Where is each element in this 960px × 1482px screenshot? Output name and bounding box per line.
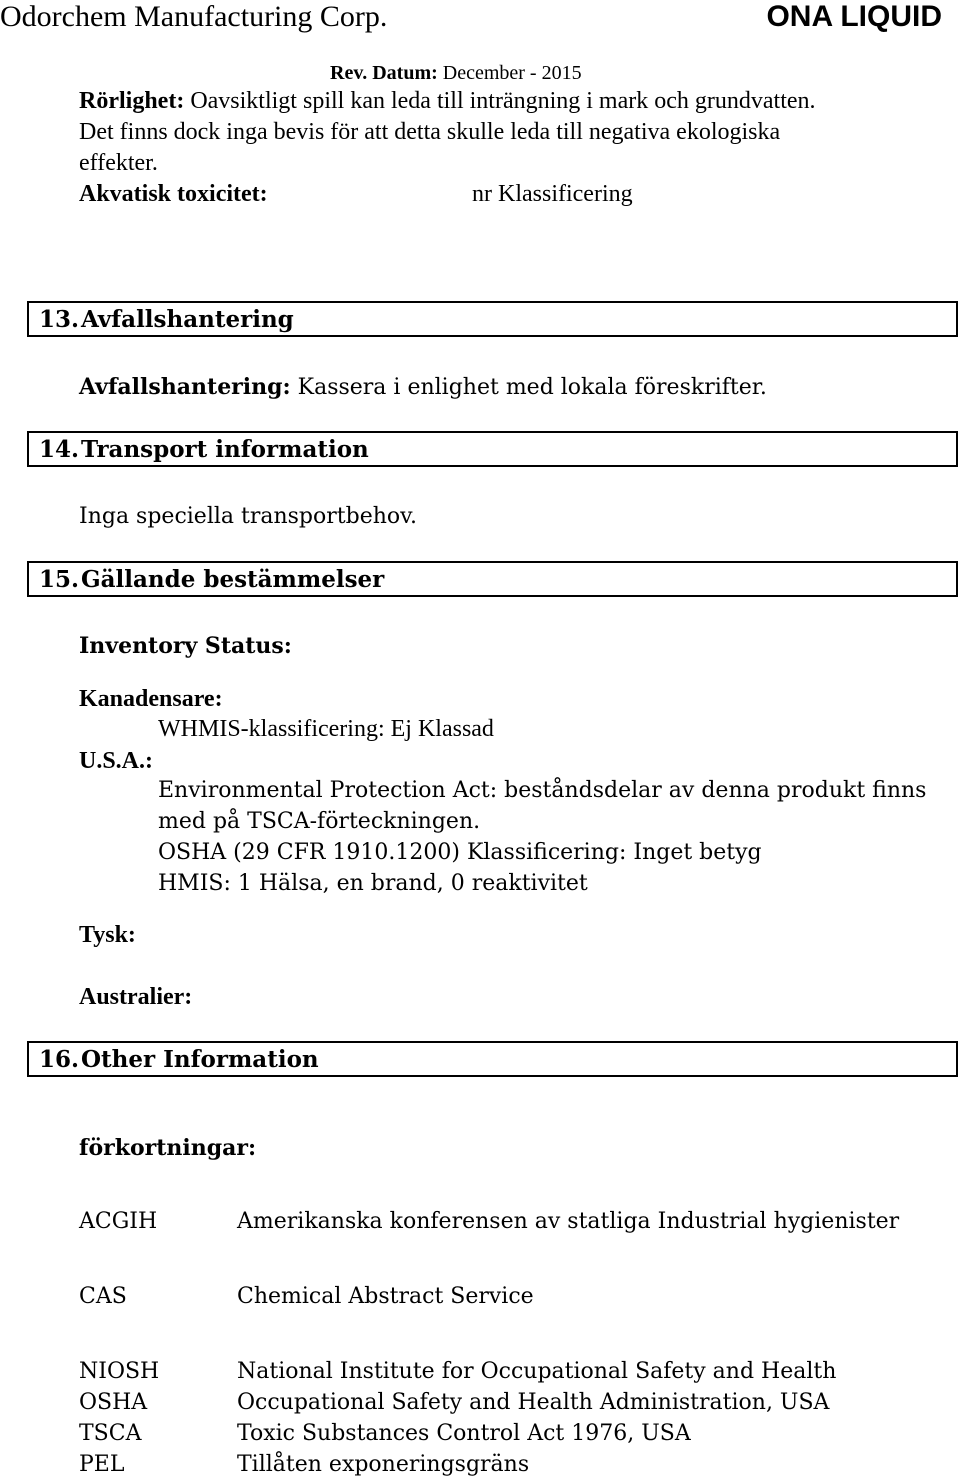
abbreviation-term: PEL [79,1452,125,1477]
abbreviation-meaning: Chemical Abstract Service [237,1284,534,1309]
company-name: Odorchem Manufacturing Corp. [0,0,388,33]
abbreviation-term: ACGIH [79,1209,158,1234]
section-15-title: Gällande bestämmelser [81,566,385,593]
mobility-line-3: effekter. [79,150,158,176]
usa-line-1: Environmental Protection Act: beståndsdelar av denna produkt finns [158,778,927,803]
abbreviation-meaning: National Institute for Occupational Safety and Health [237,1359,837,1384]
section-16-header [27,1041,958,1077]
usa-label: U.S.A.: [79,748,154,774]
australia-label: Australier: [79,984,193,1010]
abbreviations-label: förkortningar: [79,1135,257,1161]
abbreviation-term: NIOSH [79,1359,160,1384]
section-15-number: 15. [39,566,80,593]
mobility-text: Oavsiktligt spill kan leda till inträngning i mark och grundvatten. [190,88,816,114]
mobility-line-2: Det finns dock inga bevis för att detta skulle leda till negativa ekologiska [79,119,781,145]
waste-disposal-line [79,372,767,403]
section-14-number: 14. [39,436,80,463]
usa-line-4: HMIS: 1 Hälsa, en brand, 0 reaktivitet [158,871,588,896]
section-13-number: 13. [39,306,80,333]
section-16-title: Other Information [81,1046,319,1073]
revision-label: Rev. Datum: [330,62,438,84]
section-15-header [27,561,958,597]
section-16-number: 16. [39,1046,80,1073]
aquatic-toxicity-value: nr Klassificering [472,181,633,207]
abbreviation-term: TSCA [79,1421,142,1446]
waste-disposal-label: Avfallshantering: [79,374,291,400]
mobility-line-1 [79,86,816,116]
canada-whmis-text: WHMIS-klassificering: Ej Klassad [158,716,494,742]
abbreviation-meaning: Toxic Substances Control Act 1976, USA [237,1421,691,1446]
abbreviation-meaning: Amerikanska konferensen av statliga Industrial hygienister [237,1209,900,1234]
revision-date [330,60,582,86]
waste-disposal-text: Kassera i enlighet med lokala föreskrifter. [297,375,767,400]
section-14-header [27,431,958,467]
inventory-status-label: Inventory Status: [79,633,292,659]
revision-value: December - 2015 [442,62,582,84]
transport-text: Inga speciella transportbehov. [79,504,417,529]
germany-label: Tysk: [79,922,136,948]
section-14-title: Transport information [81,436,369,463]
usa-line-3: OSHA (29 CFR 1910.1200) Klassificering: Inget betyg [158,840,762,865]
abbreviation-meaning: Occupational Safety and Health Administration, USA [237,1390,830,1415]
abbreviation-term: CAS [79,1284,127,1309]
section-13-title: Avfallshantering [81,306,294,333]
usa-line-2: med på TSCA-förteckningen. [158,809,481,834]
section-13-header [27,301,958,337]
abbreviation-meaning: Tillåten exponeringsgräns [237,1452,530,1477]
product-name: ONA LIQUID [766,0,942,33]
abbreviation-term: OSHA [79,1390,148,1415]
canada-label: Kanadensare: [79,686,223,712]
mobility-label: Rörlighet: [79,88,185,114]
aquatic-toxicity-label: Akvatisk toxicitet: [79,181,268,207]
